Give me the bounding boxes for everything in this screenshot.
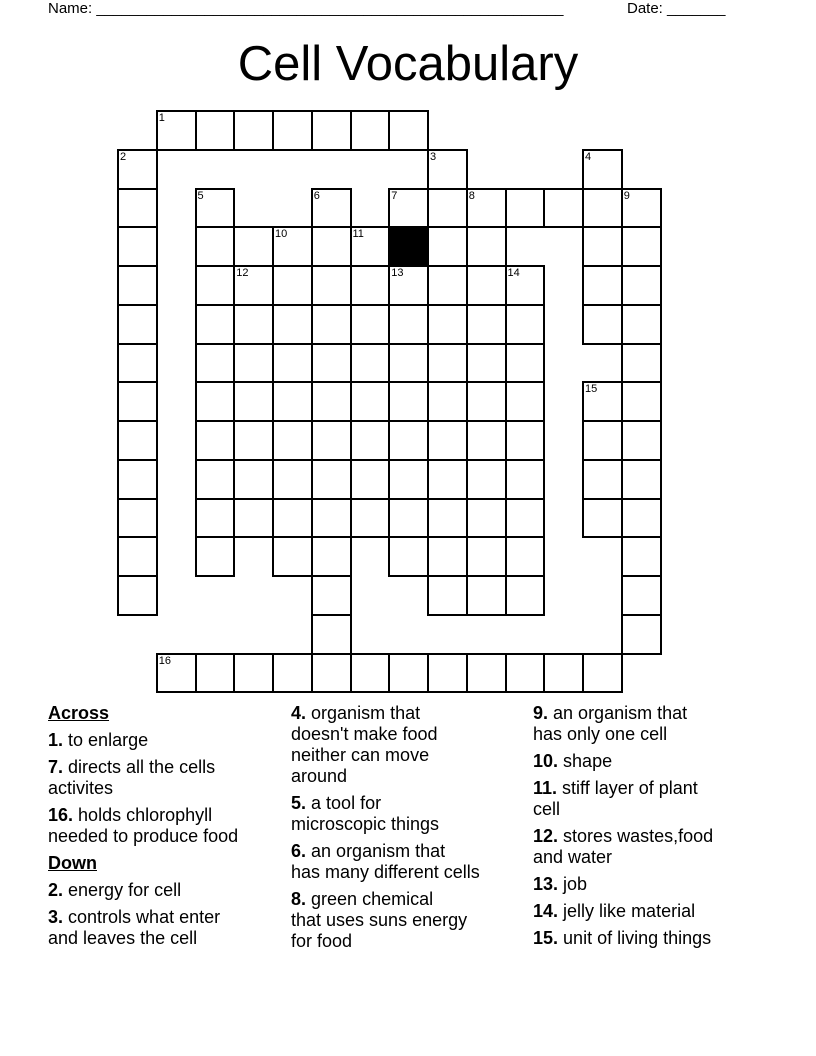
grid-cell[interactable] bbox=[350, 459, 391, 500]
cell-number: 8 bbox=[468, 189, 475, 202]
grid-cell[interactable] bbox=[233, 420, 274, 461]
grid-cell[interactable] bbox=[272, 304, 313, 345]
grid-cell[interactable] bbox=[621, 614, 662, 655]
cell-number: 9 bbox=[623, 189, 630, 202]
date-field[interactable]: Date: _______ bbox=[627, 0, 726, 17]
grid-cell[interactable] bbox=[117, 304, 158, 345]
grid-cell[interactable] bbox=[427, 343, 468, 384]
cell-number: 5 bbox=[197, 189, 204, 202]
grid-cell[interactable] bbox=[621, 498, 662, 539]
grid-cell[interactable] bbox=[311, 343, 352, 384]
cell-number: 10 bbox=[275, 228, 288, 241]
grid-cell[interactable] bbox=[117, 226, 158, 267]
grid-cell[interactable] bbox=[582, 188, 623, 229]
clues-column-2 bbox=[291, 703, 531, 958]
grid-cell[interactable] bbox=[466, 304, 507, 345]
grid-cell[interactable] bbox=[350, 226, 391, 267]
grid-cell[interactable] bbox=[195, 265, 236, 306]
grid-cell[interactable] bbox=[621, 536, 662, 577]
grid-cell[interactable] bbox=[505, 265, 546, 306]
clue-down-5 bbox=[291, 793, 531, 835]
cell-number: 16 bbox=[158, 654, 171, 667]
grid-cell[interactable] bbox=[388, 498, 429, 539]
grid-cell[interactable] bbox=[195, 110, 236, 151]
cell-number: 3 bbox=[430, 150, 437, 163]
grid-cell[interactable] bbox=[272, 110, 313, 151]
grid-cell[interactable] bbox=[311, 420, 352, 461]
clue-text: directs all the cells activites bbox=[48, 757, 216, 798]
grid-cell[interactable] bbox=[621, 304, 662, 345]
clue-number: 11. bbox=[533, 778, 558, 798]
cell-number: 11 bbox=[352, 228, 364, 241]
clue-number: 8. bbox=[291, 889, 307, 909]
grid-cell[interactable] bbox=[543, 653, 584, 694]
grid-cell[interactable] bbox=[427, 226, 468, 267]
clues-column-3 bbox=[533, 703, 773, 955]
grid-cell[interactable] bbox=[466, 381, 507, 422]
clue-down-14 bbox=[533, 901, 773, 922]
grid-cell[interactable] bbox=[505, 343, 546, 384]
name-field[interactable]: Name: ________________________________________________________ bbox=[48, 0, 564, 17]
grid-cell[interactable] bbox=[505, 536, 546, 577]
clue-down-8 bbox=[291, 889, 531, 952]
cell-number: 14 bbox=[507, 267, 520, 279]
grid-cell[interactable] bbox=[311, 226, 352, 267]
grid-cell[interactable] bbox=[505, 459, 546, 500]
clue-text: shape bbox=[563, 751, 613, 771]
clue-text: jelly like material bbox=[563, 901, 696, 921]
grid-cell[interactable] bbox=[272, 498, 313, 539]
grid-cell[interactable] bbox=[117, 575, 158, 616]
grid-cell[interactable] bbox=[117, 149, 158, 190]
grid-cell[interactable] bbox=[621, 420, 662, 461]
clue-across-7 bbox=[48, 757, 288, 799]
grid-cell[interactable] bbox=[427, 381, 468, 422]
cell-number: 6 bbox=[313, 189, 320, 202]
cell-number: 1 bbox=[158, 112, 165, 124]
clue-down-2 bbox=[48, 880, 288, 901]
clue-number: 12. bbox=[533, 826, 559, 846]
grid-cell[interactable] bbox=[311, 536, 352, 577]
cell-number: 2 bbox=[120, 150, 127, 163]
grid-cell[interactable] bbox=[195, 653, 236, 694]
grid-cell[interactable] bbox=[195, 226, 236, 267]
grid-cell[interactable] bbox=[195, 381, 236, 422]
grid-cell[interactable] bbox=[388, 188, 429, 229]
grid-cell[interactable] bbox=[582, 265, 623, 306]
grid-cell[interactable] bbox=[505, 575, 546, 616]
grid-cell[interactable] bbox=[272, 459, 313, 500]
grid-cell[interactable] bbox=[505, 381, 546, 422]
grid-cell[interactable] bbox=[272, 653, 313, 694]
grid-cell[interactable] bbox=[505, 420, 546, 461]
grid-cell[interactable] bbox=[621, 575, 662, 616]
grid-cell[interactable] bbox=[427, 265, 468, 306]
grid-cell[interactable] bbox=[582, 498, 623, 539]
grid-cell[interactable] bbox=[195, 459, 236, 500]
grid-cell[interactable] bbox=[427, 188, 468, 229]
grid-cell[interactable] bbox=[427, 536, 468, 577]
grid-cell[interactable] bbox=[195, 343, 236, 384]
grid-cell[interactable] bbox=[388, 304, 429, 345]
across-heading: Across bbox=[48, 703, 110, 723]
grid-cell[interactable] bbox=[388, 653, 429, 694]
clue-text: holds chlorophyll needed to produce food bbox=[48, 805, 239, 846]
grid-cell[interactable] bbox=[311, 614, 352, 655]
grid-cell[interactable] bbox=[117, 420, 158, 461]
grid-cell[interactable] bbox=[582, 653, 623, 694]
grid-cell[interactable] bbox=[233, 110, 274, 151]
grid-cell[interactable] bbox=[233, 265, 274, 306]
grid-cell[interactable] bbox=[466, 226, 507, 267]
grid-cell[interactable] bbox=[621, 343, 662, 384]
grid-cell[interactable] bbox=[505, 498, 546, 539]
clue-text: stiff layer of plant cell bbox=[533, 778, 698, 819]
grid-cell[interactable] bbox=[272, 343, 313, 384]
grid-cell[interactable] bbox=[543, 188, 584, 229]
grid-cell[interactable] bbox=[621, 226, 662, 267]
grid-cell[interactable] bbox=[466, 265, 507, 306]
clue-number: 15. bbox=[533, 928, 559, 948]
clue-across-1 bbox=[48, 730, 288, 751]
clue-text: controls what enter and leaves the cell bbox=[48, 907, 221, 948]
clue-number: 13. bbox=[533, 874, 559, 894]
clue-text: green chemical that uses suns energy for food bbox=[291, 889, 468, 951]
grid-cell[interactable] bbox=[466, 459, 507, 500]
clue-down-13 bbox=[533, 874, 773, 895]
clue-text: a tool for microscopic things bbox=[291, 793, 440, 834]
grid-cell[interactable] bbox=[311, 265, 352, 306]
clue-text: unit of living things bbox=[563, 928, 712, 948]
clue-number: 5. bbox=[291, 793, 307, 813]
grid-cell[interactable] bbox=[272, 536, 313, 577]
grid-cell[interactable] bbox=[311, 459, 352, 500]
grid-cell[interactable] bbox=[582, 459, 623, 500]
grid-cell[interactable] bbox=[582, 304, 623, 345]
grid-cell[interactable] bbox=[156, 110, 197, 151]
clue-text: organism that doesn't make food neither can move around bbox=[291, 703, 438, 786]
clue-number: 10. bbox=[533, 751, 559, 771]
grid-cell[interactable] bbox=[466, 188, 507, 229]
grid-cell[interactable] bbox=[156, 653, 197, 694]
cell-number: 7 bbox=[391, 189, 398, 202]
grid-cell[interactable] bbox=[427, 653, 468, 694]
grid-cell[interactable] bbox=[466, 498, 507, 539]
grid-cell[interactable] bbox=[427, 459, 468, 500]
grid-cell[interactable] bbox=[388, 536, 429, 577]
grid-cell[interactable] bbox=[233, 226, 274, 267]
grid-cell[interactable] bbox=[233, 343, 274, 384]
clue-down-15 bbox=[533, 928, 773, 949]
grid-cell[interactable] bbox=[582, 226, 623, 267]
grid-cell[interactable] bbox=[466, 420, 507, 461]
grid-cell[interactable] bbox=[195, 498, 236, 539]
grid-cell[interactable] bbox=[621, 188, 662, 229]
grid-cell[interactable] bbox=[582, 420, 623, 461]
down-heading: Down bbox=[48, 853, 97, 873]
clue-text: an organism that has only one cell bbox=[533, 703, 688, 744]
grid-cell[interactable] bbox=[505, 653, 546, 694]
clue-text: energy for cell bbox=[68, 880, 182, 900]
grid-cell[interactable] bbox=[582, 381, 623, 422]
grid-cell[interactable] bbox=[233, 498, 274, 539]
clue-text: job bbox=[563, 874, 588, 894]
grid-cell[interactable] bbox=[427, 420, 468, 461]
clue-down-4 bbox=[291, 703, 531, 787]
grid-cell[interactable] bbox=[195, 188, 236, 229]
grid-cell[interactable] bbox=[195, 536, 236, 577]
grid-cell[interactable] bbox=[350, 265, 391, 306]
cell-number: 15 bbox=[585, 383, 598, 396]
grid-cell[interactable] bbox=[388, 110, 429, 151]
grid-cell[interactable] bbox=[117, 265, 158, 306]
clue-down-3 bbox=[48, 907, 288, 949]
clue-number: 3. bbox=[48, 907, 64, 927]
grid-cell[interactable] bbox=[427, 575, 468, 616]
clue-number: 7. bbox=[48, 757, 64, 777]
clue-number: 9. bbox=[533, 703, 549, 723]
grid-cell[interactable] bbox=[466, 536, 507, 577]
black-cell bbox=[388, 226, 429, 267]
clues-column-1 bbox=[48, 703, 288, 955]
grid-cell[interactable] bbox=[427, 498, 468, 539]
grid-cell[interactable] bbox=[117, 459, 158, 500]
grid-cell[interactable] bbox=[466, 653, 507, 694]
clue-down-10 bbox=[533, 751, 773, 772]
grid-cell[interactable] bbox=[311, 110, 352, 151]
grid-cell[interactable] bbox=[272, 226, 313, 267]
page-title: Cell Vocabulary bbox=[237, 37, 579, 91]
grid-cell[interactable] bbox=[311, 304, 352, 345]
grid-cell[interactable] bbox=[388, 459, 429, 500]
clue-across-16 bbox=[48, 805, 288, 847]
grid-cell[interactable] bbox=[311, 188, 352, 229]
grid-cell[interactable] bbox=[272, 381, 313, 422]
grid-cell[interactable] bbox=[427, 149, 468, 190]
clue-down-11 bbox=[533, 778, 773, 820]
clue-number: 14. bbox=[533, 901, 559, 921]
clue-number: 2. bbox=[48, 880, 64, 900]
clue-text: to enlarge bbox=[68, 730, 149, 750]
grid-cell[interactable] bbox=[117, 188, 158, 229]
grid-cell[interactable] bbox=[350, 343, 391, 384]
grid-cell[interactable] bbox=[311, 498, 352, 539]
clue-text: stores wastes,food and water bbox=[533, 826, 714, 867]
grid-cell[interactable] bbox=[195, 420, 236, 461]
grid-cell[interactable] bbox=[272, 265, 313, 306]
grid-cell[interactable] bbox=[311, 381, 352, 422]
grid-cell[interactable] bbox=[621, 381, 662, 422]
clue-down-9 bbox=[533, 703, 773, 745]
grid-cell[interactable] bbox=[117, 381, 158, 422]
clue-number: 4. bbox=[291, 703, 307, 723]
clue-text: an organism that has many different cells bbox=[291, 841, 480, 882]
grid-cell[interactable] bbox=[388, 343, 429, 384]
grid-cell[interactable] bbox=[117, 343, 158, 384]
grid-cell[interactable] bbox=[505, 188, 546, 229]
clue-down-6 bbox=[291, 841, 531, 883]
grid-cell[interactable] bbox=[272, 420, 313, 461]
clue-down-12 bbox=[533, 826, 773, 868]
grid-cell[interactable] bbox=[582, 149, 623, 190]
grid-cell[interactable] bbox=[195, 304, 236, 345]
cell-number: 12 bbox=[236, 267, 249, 279]
grid-cell[interactable] bbox=[427, 304, 468, 345]
grid-cell[interactable] bbox=[505, 304, 546, 345]
grid-cell[interactable] bbox=[350, 498, 391, 539]
grid-cell[interactable] bbox=[233, 653, 274, 694]
clue-number: 16. bbox=[48, 805, 74, 825]
grid-cell[interactable] bbox=[466, 343, 507, 384]
grid-cell[interactable] bbox=[388, 265, 429, 306]
grid-cell[interactable] bbox=[311, 575, 352, 616]
grid-cell[interactable] bbox=[233, 459, 274, 500]
grid-cell[interactable] bbox=[233, 381, 274, 422]
grid-cell[interactable] bbox=[350, 304, 391, 345]
grid-cell[interactable] bbox=[117, 498, 158, 539]
clue-number: 6. bbox=[291, 841, 307, 861]
grid-cell[interactable] bbox=[350, 420, 391, 461]
cell-number: 4 bbox=[585, 150, 592, 163]
grid-cell[interactable] bbox=[621, 459, 662, 500]
grid-cell[interactable] bbox=[350, 110, 391, 151]
grid-cell[interactable] bbox=[350, 381, 391, 422]
grid-cell[interactable] bbox=[350, 653, 391, 694]
grid-cell[interactable] bbox=[117, 536, 158, 577]
grid-cell[interactable] bbox=[466, 575, 507, 616]
cell-number: 13 bbox=[391, 267, 404, 279]
clue-number: 1. bbox=[48, 730, 64, 750]
grid-cell[interactable] bbox=[311, 653, 352, 694]
grid-cell[interactable] bbox=[388, 420, 429, 461]
grid-cell[interactable] bbox=[233, 304, 274, 345]
grid-cell[interactable] bbox=[621, 265, 662, 306]
grid-cell[interactable] bbox=[388, 381, 429, 422]
